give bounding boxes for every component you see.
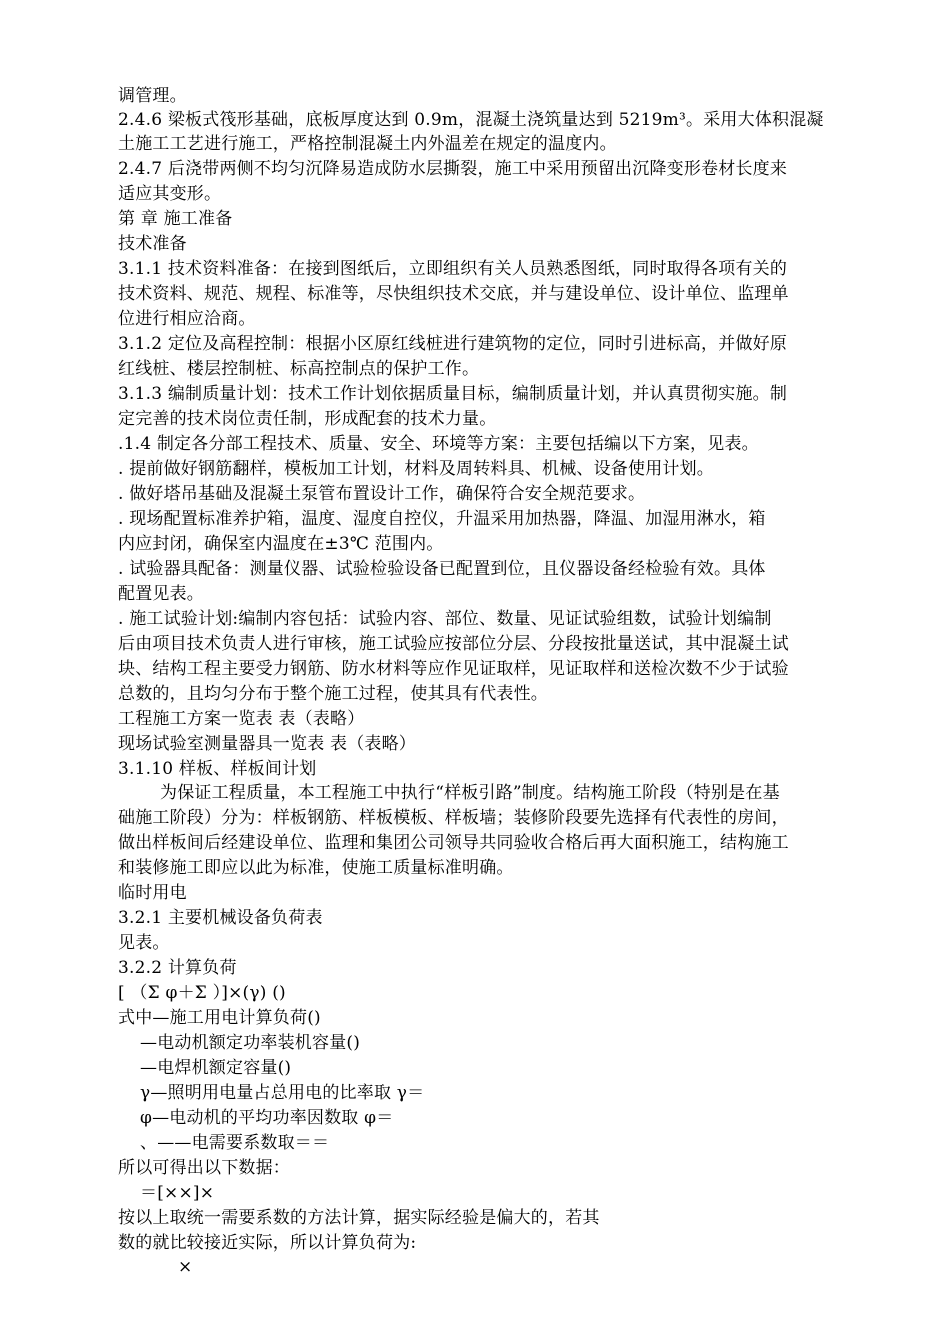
list-item: . 施工试验计划:编制内容包括：试验内容、部位、数量、见证试验组数，试验计划编制 xyxy=(118,609,772,629)
text-line: 调管理。 xyxy=(118,86,187,106)
text-line: 红线桩、楼层控制桩、标高控制点的保护工作。 xyxy=(118,359,480,379)
text-line: 配置见表。 xyxy=(118,584,204,604)
text-line: 数的就比较接近实际，所以计算负荷为: xyxy=(118,1233,417,1253)
formula: [ （Σ φ＋Σ ）]×(γ) () xyxy=(118,983,286,1003)
table-caption: 现场试验室测量器具一览表 表（表略） xyxy=(118,734,417,754)
text-line: 所以可得出以下数据： xyxy=(118,1158,290,1178)
text-line: 后由项目技术负责人进行审核，施工试验应按部位分层、分段按批量送试，其中混凝土试 xyxy=(118,634,789,654)
text-line: 3.1.3 编制质量计划：技术工作计划依据质量目标，编制质量计划，并认真贯彻实施。制 xyxy=(118,384,788,404)
text-line: γ—照明用电量占总用电的比率取 γ＝ xyxy=(140,1083,425,1103)
text-line: 总数的，且均匀分布于整个施工过程，使其具有代表性。 xyxy=(118,684,548,704)
subsection-heading: 3.1.10 样板、样板间计划 xyxy=(118,759,317,779)
text-line: 2.4.7 后浇带两侧不均匀沉降易造成防水层撕裂，施工中采用预留出沉降变形卷材长度来 xyxy=(118,159,788,179)
list-item: . 做好塔吊基础及混凝土泵管布置设计工作，确保符合安全规范要求。 xyxy=(118,484,646,504)
text-line: .1.4 制定各分部工程技术、质量、安全、环境等方案：主要包括编以下方案，见表。 xyxy=(118,434,759,454)
text-line: 式中—施工用电计算负荷() xyxy=(118,1008,321,1028)
formula: ＝[××]× xyxy=(140,1183,215,1203)
text-line: 内应封闭，确保室内温度在±3℃ 范围内。 xyxy=(118,534,444,554)
text-line: 按以上取统一需要系数的方法计算，据实际经验是偏大的，若其 xyxy=(118,1208,600,1228)
list-item: . 提前做好钢筋翻样，模板加工计划，材料及周转料具、机械、设备使用计划。 xyxy=(118,459,715,479)
text-line: 为保证工程质量，本工程施工中执行“样板引路”制度。结构施工阶段（特别是在基 xyxy=(160,783,780,803)
section-heading: 技术准备 xyxy=(118,234,187,254)
formula: × xyxy=(178,1257,193,1277)
text-line: φ—电动机的平均功率因数取 φ＝ xyxy=(140,1108,394,1128)
text-line: 和装修施工即应以此为标准，使施工质量标准明确。 xyxy=(118,858,514,878)
text-line: 、——电需要系数取＝＝ xyxy=(140,1133,330,1153)
text-line: —电动机额定功率装机容量() xyxy=(140,1033,361,1053)
text-line: 见表。 xyxy=(118,933,170,953)
text-line: —电焊机额定容量() xyxy=(140,1058,292,1078)
text-line: 土施工工艺进行施工，严格控制混凝土内外温差在规定的温度内。 xyxy=(118,134,617,154)
text-line: 块、结构工程主要受力钢筋、防水材料等应作见证取样，见证取样和送检次数不少于试验 xyxy=(118,659,789,679)
list-item: . 现场配置标准养护箱，温度、湿度自控仪，升温采用加热器，降温、加湿用淋水，箱 xyxy=(118,509,766,529)
text-line: 定完善的技术岗位责任制，形成配套的技术力量。 xyxy=(118,409,497,429)
text-line: 础施工阶段）分为：样板钢筋、样板模板、样板墙；装修阶段要先选择有代表性的房间， xyxy=(118,808,789,828)
subsection-heading: 3.2.1 主要机械设备负荷表 xyxy=(118,908,323,928)
text-line: 技术资料、规范、规程、标准等，尽快组织技术交底，并与建设单位、设计单位、监理单 xyxy=(118,284,789,304)
subsection-heading: 3.2.2 计算负荷 xyxy=(118,958,237,978)
table-caption: 工程施工方案一览表 表（表略） xyxy=(118,709,365,729)
chapter-heading: 第 章 施工准备 xyxy=(118,209,233,229)
text-line: 做出样板间后经建设单位、监理和集团公司领导共同验收合格后再大面积施工，结构施工 xyxy=(118,833,789,853)
text-line: 位进行相应洽商。 xyxy=(118,309,256,329)
section-heading: 临时用电 xyxy=(118,883,187,903)
list-item: . 试验器具配备：测量仪器、试验检验设备已配置到位，且仪器设备经检验有效。具体 xyxy=(118,559,766,579)
text-line: 3.1.1 技术资料准备：在接到图纸后，立即组织有关人员熟悉图纸，同时取得各项有关的 xyxy=(118,259,788,279)
text-line: 适应其变形。 xyxy=(118,184,222,204)
text-line: 3.1.2 定位及高程控制：根据小区原红线桩进行建筑物的定位，同时引进标高，并做好原 xyxy=(118,334,788,354)
text-line: 2.4.6 梁板式筏形基础，底板厚度达到 0.9m，混凝土浇筑量达到 5219m³。采用大体积混凝 xyxy=(118,110,824,130)
